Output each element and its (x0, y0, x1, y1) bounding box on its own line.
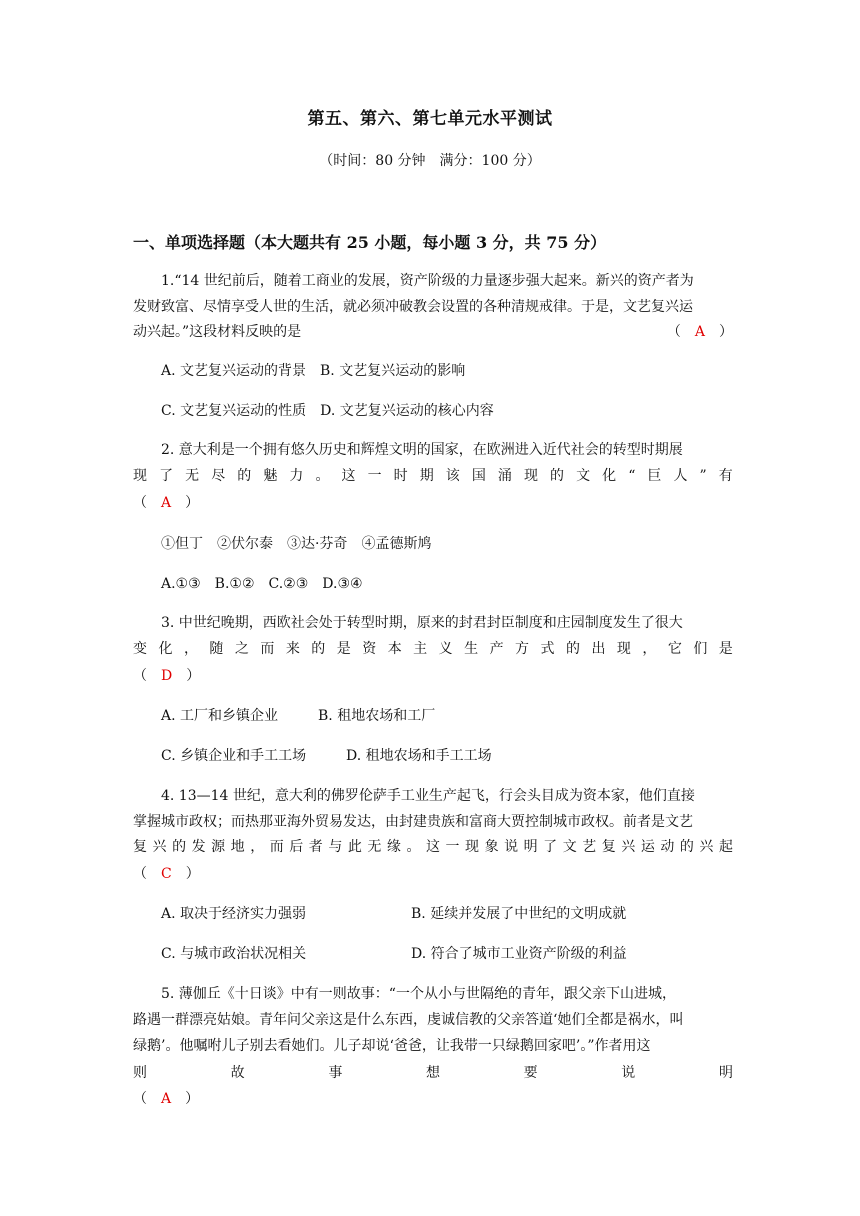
q3-line2-char: 是 (336, 641, 351, 657)
q2-answer: A (161, 495, 172, 511)
q2-items: ①但丁 ②伏尔泰 ③达·芬奇 ④孟德斯鸠 (161, 536, 432, 552)
q4-options-row1 (161, 903, 733, 925)
page-subtitle: （时间：80 分钟 满分：100 分） (319, 153, 541, 169)
q4-line3-char: 缘 (386, 839, 401, 855)
q4-line3-char: 而 (269, 839, 284, 855)
q4-line3-char: 动 (660, 839, 675, 855)
q2-line2-char: 该 (445, 468, 460, 484)
q3-line2-char: 是 (718, 641, 733, 657)
q4-line3-char: 了 (543, 839, 558, 855)
q4-line3-char: 这 (425, 839, 440, 855)
q2-line2 (133, 465, 733, 487)
q4-line3-char: 复 (133, 839, 147, 855)
q5-answer: A (161, 1091, 172, 1107)
q4-line3-char: 文 (562, 839, 577, 855)
q4-line3-char: 与 (328, 839, 343, 855)
q3-options-row2 (161, 745, 733, 767)
q5-line2: 路遇一群漂亮姑娘。青年问父亲这是什么东西，虔诚信教的父亲答道‘她们全都是祸水，叫 (133, 1012, 684, 1028)
q3-option-b: B. 租地农场和工厂 (318, 708, 436, 724)
q2-line2-char: 时 (393, 468, 408, 484)
q1-options-row2 (161, 400, 733, 422)
q3-line2-char: 来 (285, 641, 300, 657)
q2-options: A.①③ B.①② C.②③ D.③④ (161, 576, 363, 592)
q4-answer-line (133, 863, 733, 885)
q3-line2 (133, 638, 733, 660)
q3-line2-char: 的 (565, 641, 580, 657)
q1-answer: A (694, 324, 705, 340)
q5-line4-char: 故 (230, 1065, 245, 1081)
q4-line3-char: 此 (347, 839, 362, 855)
q4-line3-char: 艺 (582, 839, 597, 855)
q1-option-d: D. 文艺复兴运动的核心内容 (320, 403, 494, 419)
q2-line2-char: 人 (673, 468, 688, 484)
q3-option-d: D. 租地农场和手工工场 (346, 748, 492, 764)
q4-line3-char: 源 (211, 839, 226, 855)
q5-line4-char: 说 (621, 1065, 636, 1081)
q4-line3-char: 起 (718, 839, 733, 855)
q2-line2-char: “ (628, 468, 636, 484)
q1-line1: 1.“14 世纪前后，随着工商业的发展，资产阶级的力量逐步强大起来。新兴的资产者为 (161, 273, 694, 289)
q4-line2: 掌握城市政权；而热那亚海外贸易发达，由封建贵族和富商大贾控制城市政权。前者是文艺 (133, 814, 693, 830)
q3-line2-char: 现 (616, 641, 631, 657)
q4-line3-char: 现 (465, 839, 480, 855)
q4-line3-char: 后 (289, 839, 304, 855)
q2-answer-box: （ A ） (133, 495, 200, 511)
q3-line2-char: 本 (387, 641, 402, 657)
q4-line3-char: 明 (523, 839, 538, 855)
q4-line3-char: 复 (601, 839, 616, 855)
q2-line2-char: 文 (576, 468, 591, 484)
q4-line3-char: 兴 (699, 839, 714, 855)
q2-line2-char: 无 (185, 468, 200, 484)
q5-line4-char: 要 (523, 1065, 538, 1081)
q1-line3-text: 动兴起。”这段材料反映的是 (133, 324, 302, 340)
q2-line1: 2. 意大利是一个拥有悠久历史和辉煌文明的国家，在欧洲进入近代社会的转型时期展 (161, 442, 683, 458)
q3-answer: D (161, 668, 173, 684)
q2-line2-char: 的 (550, 468, 564, 484)
q1-answer-box: （ A ） (666, 324, 733, 340)
q3-line2-char: 们 (693, 641, 708, 657)
q5-line3: 绿鹅’。他嘱咐儿子别去看她们。儿子却说‘爸爸，让我带一只绿鹅回家吧’。”作者用这 (133, 1038, 651, 1054)
q3-answer-line (133, 665, 733, 687)
q5-line4-char: 事 (328, 1065, 343, 1081)
q1-options-row1 (161, 360, 733, 382)
q3-line2-char: 它 (667, 641, 682, 657)
q4-option-c: C. 与城市政治状况相关 (161, 946, 307, 962)
q3-line2-char: 出 (591, 641, 606, 657)
q4-line3-char: 兴 (152, 839, 167, 855)
q2-line2-char: 了 (159, 468, 174, 484)
q2-line2-char: 国 (471, 468, 486, 484)
q4-line3-char: 一 (445, 839, 460, 855)
q3-line2-char: 随 (209, 641, 224, 657)
q4-options-row2 (161, 943, 733, 965)
q2-line2-char: 期 (419, 468, 434, 484)
q3-line2-char: 而 (260, 641, 275, 657)
q4-answer: C (161, 866, 172, 882)
q2-line2-char: 魅 (263, 468, 278, 484)
q5-line4-char: 则 (133, 1065, 147, 1081)
q3-line2-char: 之 (234, 641, 249, 657)
q3-line2-char: ， (642, 641, 657, 657)
q4-line3-char: 的 (172, 839, 187, 855)
q2-line2-char: ” (699, 468, 707, 484)
q1-option-c: C. 文艺复兴运动的性质 (161, 403, 307, 419)
q1-line2: 发财致富、尽情享受人世的生活，就必须冲破教会设置的各种清规戒律。于是，文艺复兴运 (133, 299, 693, 315)
q4-line3-char: 运 (640, 839, 655, 855)
q1-line3 (133, 321, 733, 343)
q5-answer-line (133, 1088, 733, 1110)
q2-line2-char: 涌 (497, 468, 512, 484)
q4-line3-char: 兴 (621, 839, 636, 855)
q2-line2-char: 力 (289, 468, 304, 484)
q4-line3-char: 的 (679, 839, 694, 855)
q2-line2-char: 一 (367, 468, 382, 484)
q2-line2-char: 的 (237, 468, 252, 484)
q3-line2-char: 资 (362, 641, 377, 657)
q3-answer-box: （ D ） (133, 668, 201, 684)
q3-line2-char: 产 (489, 641, 504, 657)
q2-line2-char: 尽 (211, 468, 226, 484)
q2-line2-char: 化 (602, 468, 617, 484)
q1-option-b: B. 文艺复兴运动的影响 (320, 363, 466, 379)
q1-option-a: A. 文艺复兴运动的背景 (161, 363, 307, 379)
q2-answer-line (133, 492, 733, 514)
q5-line4 (133, 1062, 733, 1084)
q3-line2-char: 的 (311, 641, 326, 657)
q4-answer-box: （ C ） (133, 866, 200, 882)
q3-line2-char: 变 (133, 641, 147, 657)
q2-line2-char: 。 (315, 468, 330, 484)
q4-line3-char: 说 (504, 839, 519, 855)
section-heading: 一、单项选择题（本大题共有 25 小题，每小题 3 分，共 75 分） (133, 233, 607, 252)
q2-line2-char: 有 (718, 468, 733, 484)
q2-line2-char: 现 (133, 468, 147, 484)
q5-line1: 5. 薄伽丘《十日谈》中有一则故事：“一个从小与世隔绝的青年，跟父亲下山进城， (161, 986, 676, 1002)
q4-line3-char: 发 (191, 839, 206, 855)
q3-line2-char: 化 (158, 641, 173, 657)
q3-option-c: C. 乡镇企业和手工工场 (161, 748, 307, 764)
q2-line2-char: 这 (341, 468, 356, 484)
q2-line2-char: 巨 (647, 468, 662, 484)
q3-line2-char: ， (183, 641, 198, 657)
q3-line2-char: 方 (515, 641, 530, 657)
q5-line4-char: 想 (425, 1065, 440, 1081)
q4-line3-char: 者 (308, 839, 323, 855)
q4-line3-char: 。 (406, 839, 421, 855)
q4-option-d: D. 符合了城市工业资产阶级的利益 (411, 946, 627, 962)
q5-line4-char: 明 (718, 1065, 733, 1081)
q4-line1: 4. 13—14 世纪，意大利的佛罗伦萨手工业生产起飞，行会头目成为资本家，他们直接 (161, 788, 695, 804)
q4-option-a: A. 取决于经济实力强弱 (161, 906, 307, 922)
q4-line3-char: ， (250, 839, 265, 855)
q2-line2-char: 现 (523, 468, 538, 484)
q3-line2-char: 式 (540, 641, 555, 657)
q5-answer-box: （ A ） (133, 1091, 200, 1107)
q3-line2-char: 主 (413, 641, 428, 657)
q4-line3-char: 地 (230, 839, 245, 855)
q4-line3 (133, 836, 733, 858)
q4-line3-char: 象 (484, 839, 499, 855)
q3-option-a: A. 工厂和乡镇企业 (161, 708, 279, 724)
q3-options-row1 (161, 705, 733, 727)
q3-line1: 3. 中世纪晚期，西欧社会处于转型时期，原来的封君封臣制度和庄园制度发生了很大 (161, 615, 683, 631)
q4-line3-char: 无 (367, 839, 382, 855)
q4-option-b: B. 延续并发展了中世纪的文明成就 (411, 906, 627, 922)
page-title: 第五、第六、第七单元水平测试 (307, 109, 553, 129)
q3-line2-char: 生 (464, 641, 479, 657)
q3-line2-char: 义 (438, 641, 453, 657)
